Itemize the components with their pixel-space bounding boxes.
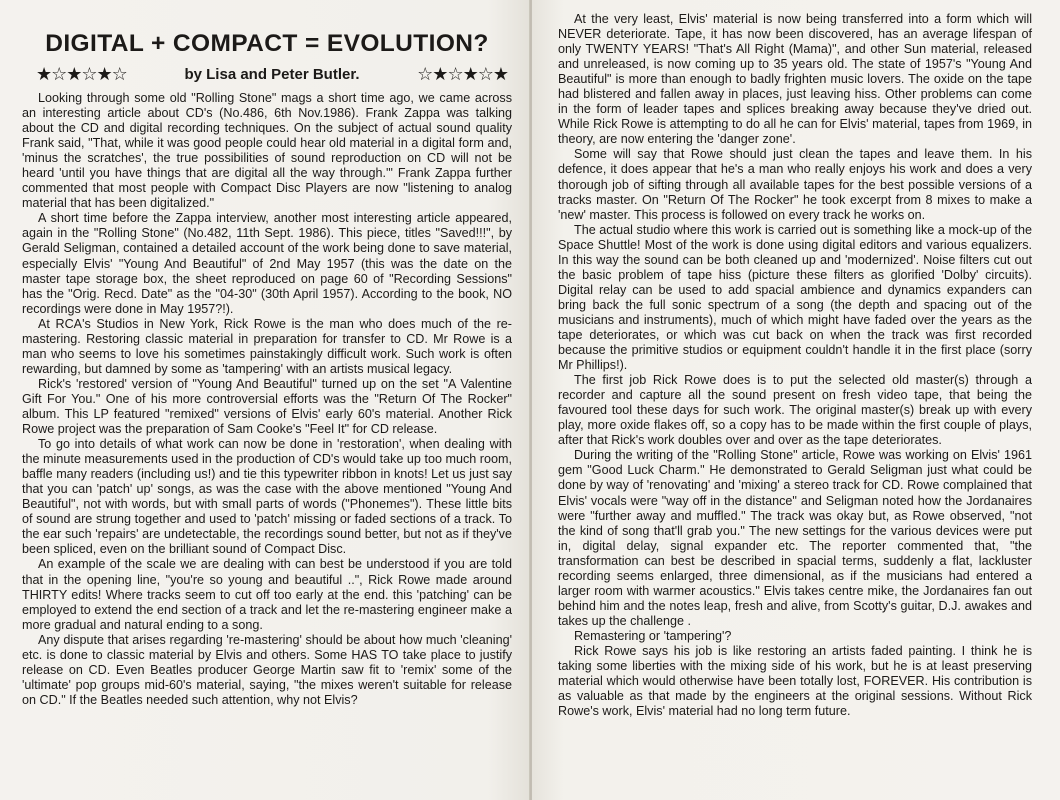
byline-row — [36, 64, 508, 85]
paragraph: Rick's 'restored' version of "Young And Beautiful" turned up on the set "A Valentine Gift For You." One of his more controversial efforts was the "Return Of The Rocker" album. This LP featured "remixed" versions of Elvis' early 60's material. Another Rick Rowe project was the preparation of Sam Cooke's "Feel It" for CD release. — [22, 376, 512, 437]
paragraph: The actual studio where this work is carried out is something like a mock-up of the Space Shuttle! Most of the work is done using digital editors and various equalizers. In this way the sound can be both cleaned up and 'modernized'. Noise filters cut out the basic problem of tape hiss (picture these filters as glorified 'Dolby' circuits). Digital relay can be used to add spacial ambience and dynamics expanders can bring back the full sonic spectrum of a song (the depth and spacing out of the musicians and instruments), much of which might have faded over the years as the tape deteriorates, or which was cut back on when the track was first recorded because the primitive studios or equipment couldn't handle it in the first place (sorry Mr Phillips!). — [558, 222, 1032, 373]
author-byline: by Lisa and Peter Butler. — [184, 66, 360, 83]
star-rating-left-icon: ★☆★☆★☆ — [36, 64, 127, 85]
paragraph: Looking through some old "Rolling Stone" mags a short time ago, we came across an interesting article about CD's (No.486, 6th Nov.1986). Frank Zappa was talking about the CD and digital recording techniques. On the subject of actual sound quality Frank said, "That, while it was good people could hear old material in a digital form and, 'minus the scratches', the true possibilities of sound reproduction on CD will not be heard 'until you have things that are digital all the way through.'" Frank Zappa further commented that most people with Compact Disc Players are now "listening to analog material that has been digitalized." — [22, 91, 512, 211]
paragraph: Some will say that Rowe should just clean the tapes and leave them. In his defence, it does appear that he's a man who really enjoys his work and does a very thorough job of sifting through all available tapes for the best possible versions of a tracks master. On "Return Of The Rocker" he took excerpt from 8 mixes to make a 'new' master. This process is followed on every track he works on. — [558, 147, 1032, 222]
paragraph: Any dispute that arises regarding 're-mastering' should be about how much 'cleaning' etc. is done to classic material by Elvis and others. Some HAS TO take place to justify release on CD. Even Beatles producer George Martin saw fit to 'remix' some of the 'ultimate' pop groups mid-60's material, saying, "the mixes weren't suitable for release on CD." If the Beatles needed such attention, why not Elvis? — [22, 632, 512, 707]
paragraph: An example of the scale we are dealing with can best be understood if you are told that in the opening line, "you're so young and beautiful ..", Rick Rowe made around THIRTY edits! Where tracks seem to cut off too early at the end. this 'patching' can be employed to extend the end section of a track and let the re-mastering engineer make a more gradual and natural ending to a song. — [22, 557, 512, 632]
subheading: Remastering or 'tampering'? — [574, 628, 732, 643]
paragraph: At RCA's Studios in New York, Rick Rowe is the man who does much of the re-mastering. Restoring classic material in preparation for transfer to CD. Mr Rowe is a man who seems to love his sometimes painstakingly difficult work. Such work is often rewarding, but damned by some as 'tampering' with an artists musical legacy. — [22, 316, 512, 376]
paragraph: A short time before the Zappa interview, another most interesting article appeared, again in the "Rolling Stone" (No.482, 11th Sept. 1986). This piece, titles "Saved!!!", by Gerald Seligman, contained a detailed account of the work being done to save material, especially Elvis' "Young And Beautiful" of 2nd May 1957 (this was the date on the master tape storage box, the sheet reproduced on page 60 of "Recording Sessions" has the "Orig. Recd. Date" as the "04-30" (30th April 1957). According to the book, NO recordings were done in May 1957?!). — [22, 211, 512, 316]
paragraph: Rick Rowe says his job is like restoring an artists faded painting. I think he is taking some liberties with the mixing side of his work, but he is at least preserving material which would otherwise have been totally lost, FOREVER. His contribution is as valuable as that made by the engineers at the original sessions. Without Rick Rowe's work, Elvis' material had no long term future. — [558, 643, 1032, 719]
paragraph: The first job Rick Rowe does is to put the selected old master(s) through a recorder and capture all the sound present on fresh video tape, that being the favoured tool these days for such work. The original master(s) break up with every play, more oxide flakes off, so a copy has to be made within the first couple of plays, after that Rick's work doubles over and over as the tape deteriorates. — [558, 373, 1032, 448]
paragraph: During the writing of the "Rolling Stone" article, Rowe was working on Elvis' 1961 gem "Good Luck Charm." He demonstrated to Gerald Seligman just what could be done by way of 'renovating' and 'mixing' a stereo track for CD. Rowe complained that Elvis' vocals were "way off in the distance" and Seligman noted how the Jordanaires were "further away and muffled." The track was okay but, as Rowe observed, "not the kind of song that'll grab you." The new settings for the various devices were put in, digital delay, signal expander etc. The reporter commented that, "the transformation can best be described in spacial terms, suddenly a flat, lackluster recording seems enlarged, three dimensional, as if the musicians had entered a larger room with warmer acoustics." Elvis takes centre mike, the Jordanaires fan out behind him and the notes leap, fresh and alive, from Scotty's guitar, D.J. awakes and takes up the challenge . — [558, 448, 1032, 628]
article-title: DIGITAL + COMPACT = EVOLUTION? — [45, 30, 489, 57]
right-page — [532, 0, 1060, 800]
paragraph: To go into details of what work can now be done in 'restoration', when dealing with the minute measurements used in the production of CD's would take up too much room, baffle many readers (including us!) and tie this typewriter ribbon in knots! Let us just say that you can 'patch' up' songs, as was the case with the above mentioned "Young And Beautiful", not with words, but with small parts of words ("Phonemes"). These little bits of sound are strung together and used to 'patch' missing or faded sections of a track. To the ear such 'repairs' are undetectable, the recordings sound better, but not as if they've been spliced, even on the brilliant sound of Compact Disc. — [22, 437, 512, 557]
star-rating-right-icon: ☆★☆★☆★ — [417, 64, 508, 85]
paragraph: At the very least, Elvis' material is now being transferred into a form which will NEVER deteriorate. Tape, it has now been discovered, has an average lifespan of only TWENTY YEARS! "That's All Right (Mama)", and other Sun material, released and unreleased, is now coming up to 35 years old. The state of 1957's "Young And Beautiful" is more than enough to badly frighten music lovers. The oxide on the tape had blistered and fallen away in places, just leaving hiss. Other problems can come in the form of leader tapes and splices breaking away because they've dried out. While Rick Rowe is attempting to do all he can for Elvis' material, tapes from 1969, in theory, are now entering the 'danger zone'. — [558, 12, 1032, 147]
